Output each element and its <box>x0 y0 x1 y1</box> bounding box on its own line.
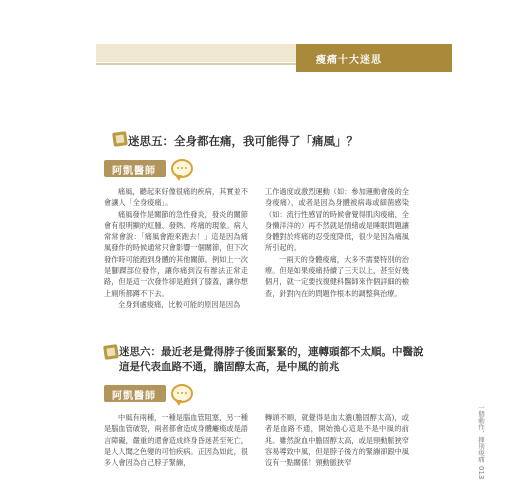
header-divider <box>96 63 296 65</box>
paragraph: 痛風，聽起來好像很痛的疾病，其實並不會讓人「全身痠痛」。 <box>104 187 248 208</box>
paragraph: 工作過度或激烈運動（如：參加運動會後的全身痠痛），或者是因為身體被病毒或細菌感染（如：流行性感冒的時候會覺得肌肉痠痛，全身懶洋洋的）再不然就是情緒或是睡眠問題讓身體對於疼痛的忍受度降低，很少是因為痛風所引起的。 <box>265 187 409 253</box>
paragraph: 中風有兩種，一種是腦血管阻塞，另一種是腦血管破裂，兩者都會造成身體癱瘓或是語言障礙，嚴重的還會造成終身昏迷甚至死亡，是人人聞之色變的可怕疾病。正因為如此，很多人會因為自己脖子緊繃， <box>104 413 248 468</box>
speech-bubble-icon <box>171 159 193 178</box>
doctor-label <box>104 385 166 417</box>
book-title-vertical: 一個動作，揮別痠痛 <box>477 404 485 463</box>
speech-bubble-icon <box>171 384 193 403</box>
section-tab <box>296 44 452 72</box>
q6-right-column <box>265 412 409 468</box>
q5-left-column <box>104 186 248 310</box>
q6-left-column <box>104 412 248 468</box>
doctor-label-text: 阿凱醫師說 <box>112 391 156 417</box>
question-badge-icon <box>103 344 119 360</box>
q5-right-column <box>265 186 409 299</box>
q6-title <box>119 345 439 375</box>
question-badge-icon <box>112 131 128 147</box>
q6-title-line-2: 這是代表血路不通，膽固醇太高，是中風的前兆 <box>119 361 340 373</box>
doctor-label-text: 阿凱醫師說 <box>112 166 156 192</box>
page-number: 013 <box>477 466 485 480</box>
q6-title-line-1: 迷思六：最近老是覺得脖子後面緊緊的，連轉頭都不太順。中醫說 <box>119 346 424 358</box>
paragraph: 轉頭不順，就覺得是血太濃(膽固醇太高)，或者是血路不通，開始擔心這是不是中風的前兆。雖然說血中膽固醇太高，或是頸動脈狹窄容易導致中風，但是脖子後方的緊繃卻跟中風沒有一點關係！頸動脈狹窄 <box>265 413 409 468</box>
paragraph: 一兩天的身體痠痛，大多不需要特別的治療。但是如果痠痛持續了三天以上，甚至好幾個月，就一定要找復健科醫師來作個詳細的檢查，針對內在的問題作根本的調整與治療。 <box>265 254 409 298</box>
doctor-label <box>104 160 166 192</box>
header-stripe <box>96 44 296 62</box>
q5-title: 迷思五：全身都在痛，我可能得了「痛風」？ <box>128 134 358 148</box>
section-tab-label: 瘦痛十大迷思 <box>316 55 382 66</box>
paragraph: 全身到處痠痛，比較可能的原因是因為 <box>118 299 241 309</box>
paragraph: 痛風發作是關節的急性發炎，發炎的關節會有很明顯的紅腫、發熱、疼痛的現象。病人常常會說：「痛風會跑來跑去！」這是因為痛風發作的時候通常只會影響一個關節，但下次發作時可能跑到身體的其他關節。例如上一次是腳踝部位發作，讓你痛到沒有辦法正常走路，但是這一次發作卻是跑到了膝蓋，讓你想上廁所都蹲不下去。 <box>104 209 248 298</box>
